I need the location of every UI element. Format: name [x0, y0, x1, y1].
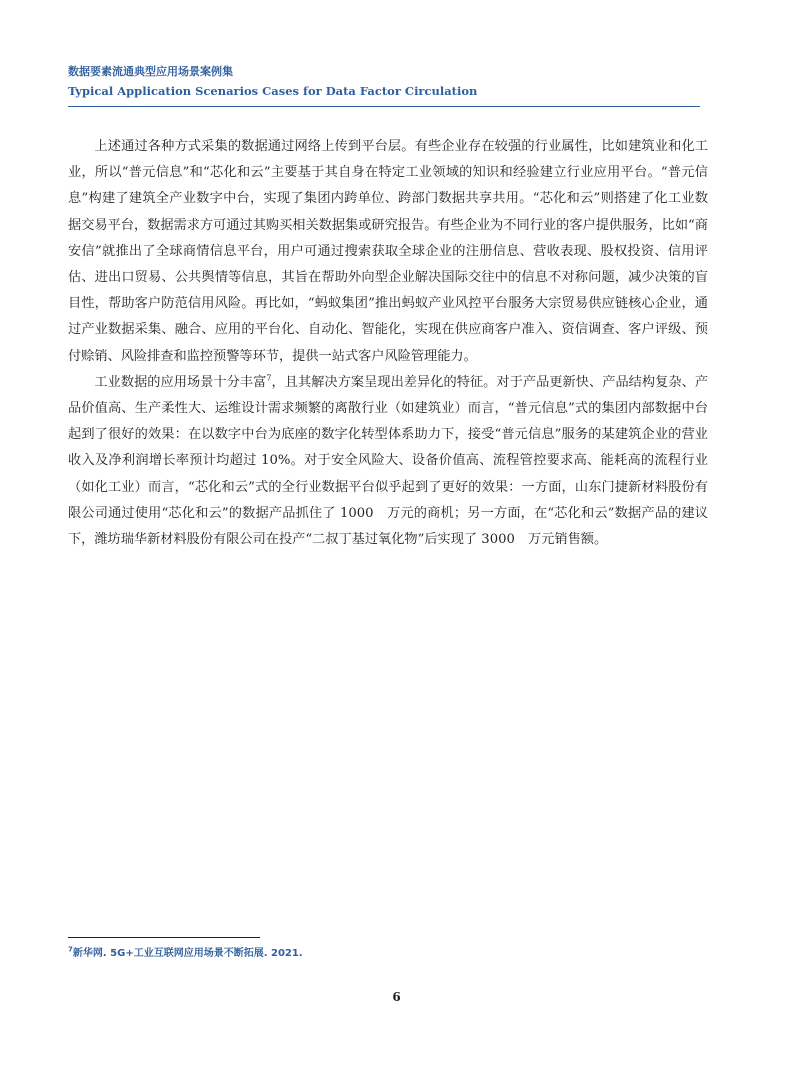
footnote-text: 新华网. 5G+工业互联网应用场景不断拓展. 2021. — [72, 948, 303, 959]
footnote — [68, 946, 303, 962]
paragraph-2-lead: 工业数据的应用场景十分丰富 — [94, 374, 267, 390]
footnote-ref[interactable]: 7 — [266, 373, 272, 383]
body-text — [68, 134, 708, 553]
paragraph-1: 上述通过各种方式采集的数据通过网络上传到平台层。有些企业存在较强的行业属性，比如建筑业和化工业，所以“普元信息”和“芯化和云”主要基于其自身在特定工业领域的知识和经验建立行业应用平台。“普元信息”构建了建筑全产业数字中台，实现了集团内跨单位、跨部门数据共享共用。“芯化和云”则搭建了化工业数据交易平台，数据需求方可通过其购买相关数据集或研究报告。有些企业为不同行业的客户提供服务，比如“商安信”就推出了全球商情信息平台，用户可通过搜索获取全球企业的注册信息、营收表现、股权投资、信用评估、进出口贸易、公共舆情等信息，其旨在帮助外向型企业解决国际交往中的信息不对称问题，减少决策的盲目性，帮助客户防范信用风险。再比如，“蚂蚁集团”推出蚂蚁产业风控平台服务大宗贸易供应链核心企业，通过产业数据采集、融合、应用的平台化、自动化、智能化，实现在供应商客户准入、资信调查、客户评级、预付赊销、风险排查和监控预警等环节，提供一站式客户风险管理能力。 — [68, 139, 708, 364]
header-title-cn: 数据要素流通典型应用场景案例集 — [68, 65, 233, 78]
footnote-marker: 7 — [68, 945, 73, 954]
paragraph-2 — [68, 370, 708, 553]
page-number: 6 — [392, 990, 401, 1004]
paragraph-2-rest: ，且其解决方案呈现出差异化的特征。对于产品更新快、产品结构复杂、产品价值高、生产柔性大、运维设计需求频繁的离散行业（如建筑业）而言，“普元信息”式的集团内部数据中台起到了很好的效果：在以数字中台为底座的数字化转型体系助力下，接受“普元信息”服务的某建筑企业的营业收入及净利润增长率预计均超过 10%。对于安全风险大、设备价值高、流程管控要求高、能耗高的流程行业（如化工业）而言，“芯化和云”式的全行业数据平台似乎起到了更好的效果：一方面，山东门捷新材料股份有限公司通过使用“芯化和云”的数据产品抓住了 1000 万元的商机；另一方面，在“芯化和云”数据产品的建议下，潍坊瑞华新材料股份有限公司在投产“二叔丁基过氧化物”后实现了 3000 万元销售额。 — [68, 374, 709, 548]
header-title-en: Typical Application Scenarios Cases for Data Factor Circulation — [68, 84, 478, 98]
running-header — [68, 64, 700, 107]
footnote-divider — [68, 937, 260, 938]
